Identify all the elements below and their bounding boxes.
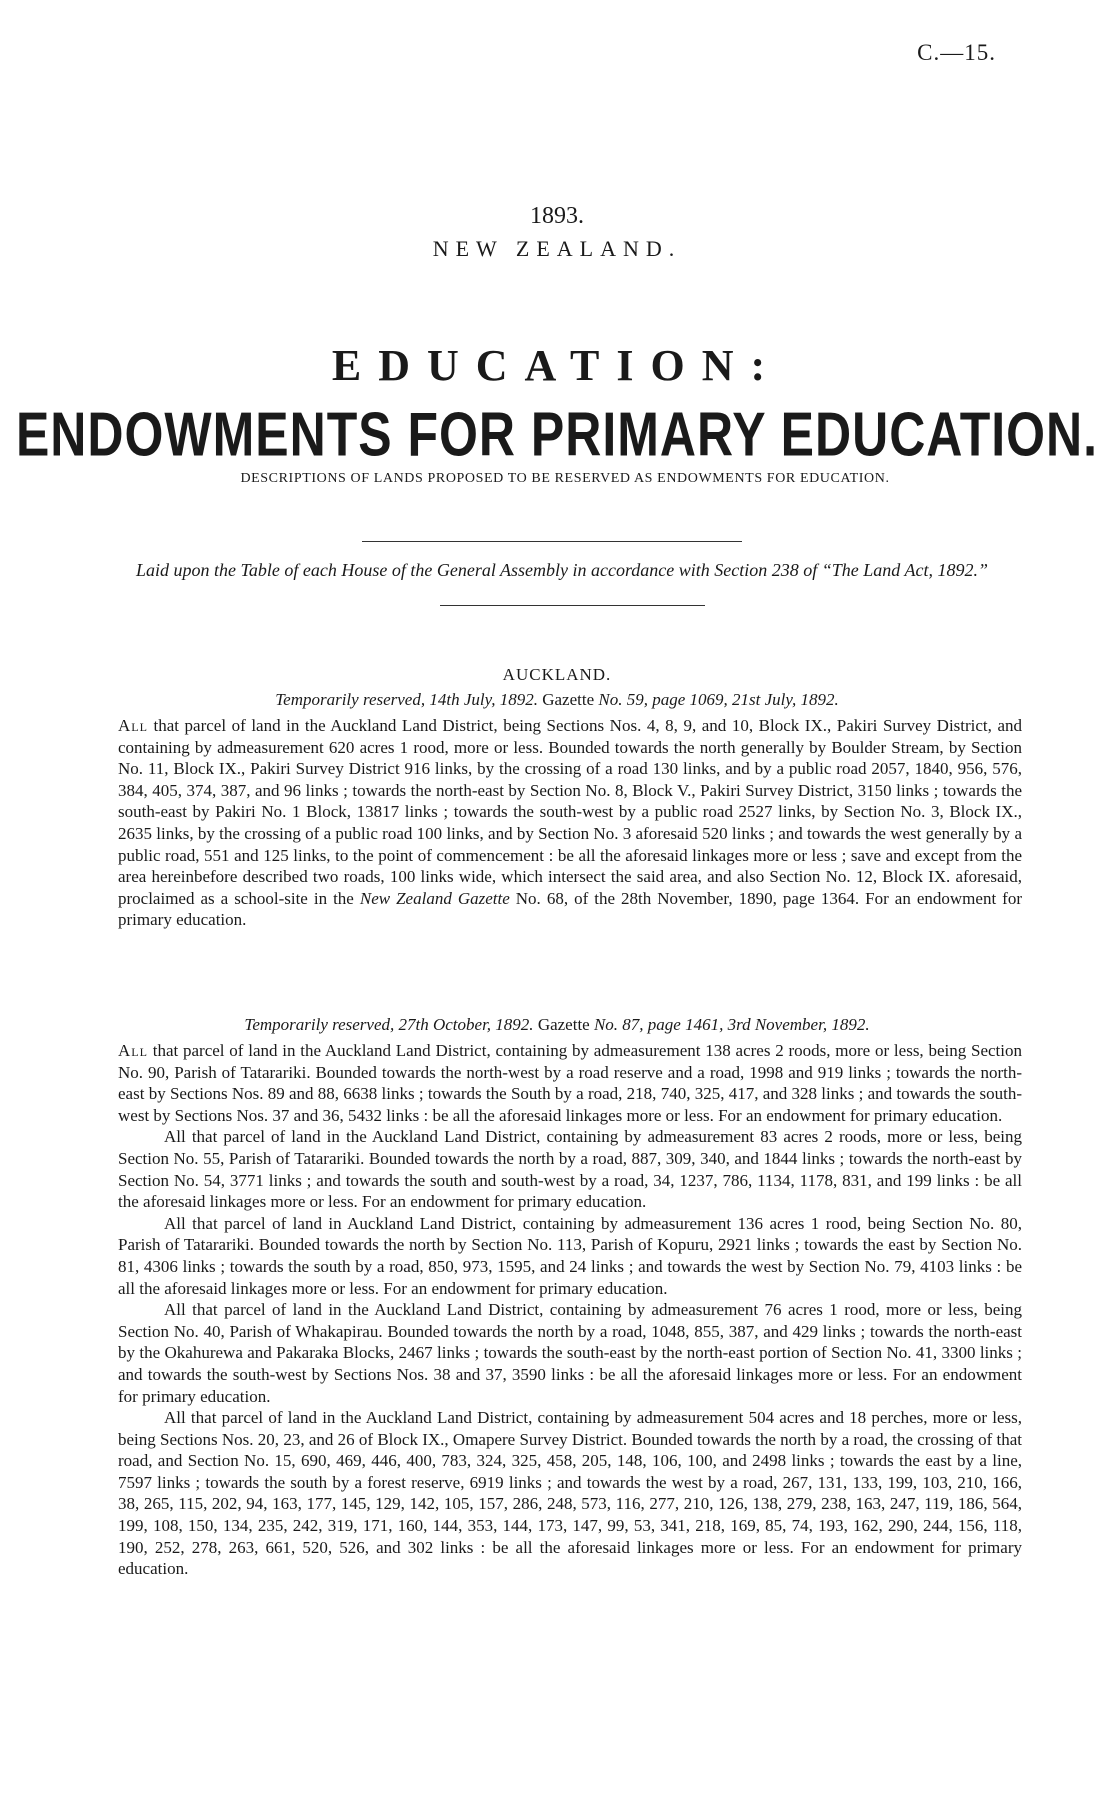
country-heading: NEW ZEALAND. (432, 236, 682, 261)
entry2-paragraph-3: All that parcel of land in Auckland Land District, containing by admeasurement 136 acres 1 rood, being Section No. 80, Parish of Tatarariki. Bounded towards the north by Section No. 113, Parish of Kopuru, 2921 links ; towards the east by Section No. 81, 4306 links ; towards the south by a road, 850, 973, 1595, and 24 links ; and towards the west by Section No. 79, 4103 links : be all the aforesaid linkages more or less. For an endowment for primary education. (118, 1213, 1022, 1298)
entry2-paragraph-1 (118, 1040, 1022, 1126)
laid-upon-notice: Laid upon the Table of each House of the General Assembly in accordance with Section 238 of “The Land Act, 1892.” (136, 560, 988, 580)
entry2-text-1: that parcel of land in the Auckland Land District, containing by admeasurement 138 acres 2 roods, more or less, being Section No. 90, Parish of Tatarariki. Bounded towards the north-west by a road reserve and a road, 1998 and 919 links ; towards the north-east by Sections Nos. 89 and 88, 6638 links ; towards the South by a road, 218, 740, 325, 417, and 328 links ; and towards the south-west by Sections Nos. 37 and 36, 5432 links : be all the aforesaid linkages more or less. For an endowment for primary education. (118, 1041, 1023, 1125)
entry2-reserved-date: Temporarily reserved, 27th October, 1892. (244, 1015, 534, 1034)
entry1-gazette-name: New Zealand Gazette (359, 888, 510, 908)
entry1-text-a: that parcel of land in the Auckland Land District, being Sections Nos. 4, 8, 9, and 10, Block IX., Pakiri Survey District, and containing by admeasurement 620 acres 1 rood, more or less. Bounded towards the north generally by Boulder Stream, by Section No. 11, Block IX., Pakiri Survey District 916 links, by the crossing of a road 130 links, and by a public road 2057, 1840, 956, 576, 384, 405, 374, 387, and 96 links ; towards the north-east by Section No. 8, Block V., Pakiri Survey District, 3150 links ; towards the south-east by Pakiri No. 1 Block, 13817 links ; towards the south-west by a public road 2527 links, by Section No. 3, Block IX., 2635 links, by the crossing of a public road 100 links, and by Section No. 3 aforesaid 520 links ; and towards the west generally by a public road, 551 and 125 links, to the point of commencement : be all the aforesaid linkages more or less ; save and except from the area hereinbefore described two roads, 100 links wide, which intersect the said area, and also Section No. 12, Block IX. aforesaid, proclaimed as a school-site in the (118, 716, 1022, 908)
entry1-paragraph (118, 715, 1022, 931)
page-number: C.—15. (917, 40, 996, 65)
entry1-reserved-date: Temporarily reserved, 14th July, 1892. (275, 690, 538, 709)
top-rule (362, 541, 742, 542)
entry2-gazette-ref: No. 87, page 1461, 3rd November, 1892. (593, 1015, 870, 1034)
entry1-text-b: No. 68, of the 28th November, 1890, page 1364. For an endowment for primary education. (118, 888, 1023, 930)
entry1-reservation-line (0, 690, 1114, 710)
entry1-gazette-word: Gazette (542, 690, 595, 709)
entry1-gazette-ref: No. 59, page 1069, 21st July, 1892. (598, 690, 839, 709)
entry2-paragraph-2: All that parcel of land in the Auckland Land District, containing by admeasurement 83 acres 2 roods, more or less, being Section No. 55, Parish of Tatarariki. Bounded towards the north by a road, 887, 309, 340, and 1844 links ; towards the north-east by Section No. 54, 3771 links ; and towards the south and south-west by a road, 34, 1237, 786, 1134, 1178, 831, and 199 links : be all the aforesaid linkages more or less. For an endowment for primary education. (118, 1127, 1022, 1212)
descriptions-heading: DESCRIPTIONS OF LANDS PROPOSED TO BE RESERVED AS ENDOWMENTS FOR EDUCATION. (240, 471, 890, 486)
sub-title: ENDOWMENTS FOR PRIMARY EDUCATION. (15, 399, 1099, 470)
bottom-rule (440, 605, 705, 606)
entry2-paragraph-5: All that parcel of land in the Auckland Land District, containing by admeasurement 504 acres and 18 perches, more or less, being Sections Nos. 20, 23, and 26 of Block IX., Omapere Survey District. Bounded towards the north by a road, the crossing of that road, and Section No. 15, 690, 469, 446, 400, 783, 324, 325, 458, 205, 148, 106, 100, and 2498 links ; towards the east by a line, 7597 links ; towards the south by a forest reserve, 6919 links ; and towards the west by a road, 267, 131, 133, 199, 103, 210, 166, 38, 265, 115, 202, 94, 163, 177, 145, 129, 142, 105, 157, 286, 248, 573, 116, 277, 210, 126, 138, 279, 238, 163, 247, 119, 186, 564, 199, 108, 150, 134, 235, 242, 319, 171, 160, 144, 353, 144, 173, 147, 99, 53, 341, 218, 169, 85, 74, 193, 162, 290, 244, 156, 118, 190, 252, 278, 263, 661, 520, 526, and 302 links : be all the aforesaid linkages more or less. For an endowment for primary education. (118, 1408, 1022, 1579)
publication-year: 1893. (530, 203, 584, 229)
entry2-all-word: All (118, 1041, 148, 1060)
entry2-reservation-line (0, 1015, 1114, 1035)
main-title: EDUCATION: (331, 341, 783, 390)
entry2-paragraph-4: All that parcel of land in the Auckland Land District, containing by admeasurement 76 acres 1 rood, more or less, being Section No. 40, Parish of Whakapirau. Bounded towards the north by a road, 1048, 855, 387, and 429 links ; towards the north-east by the Okahurewa and Pakaraka Blocks, 2467 links ; towards the south-east by the north-east portion of Section No. 41, 3300 links ; and towards the south-west by Sections Nos. 38 and 37, 3590 links : be all the aforesaid linkages more or less. For an endowment for primary education. (118, 1300, 1022, 1406)
section-heading-auckland: AUCKLAND. (502, 665, 612, 684)
entry1-all-word: All (118, 716, 148, 735)
entry1-body (118, 715, 1022, 931)
entry2-body (118, 1040, 1022, 1580)
entry2-gazette-word: Gazette (537, 1015, 590, 1034)
